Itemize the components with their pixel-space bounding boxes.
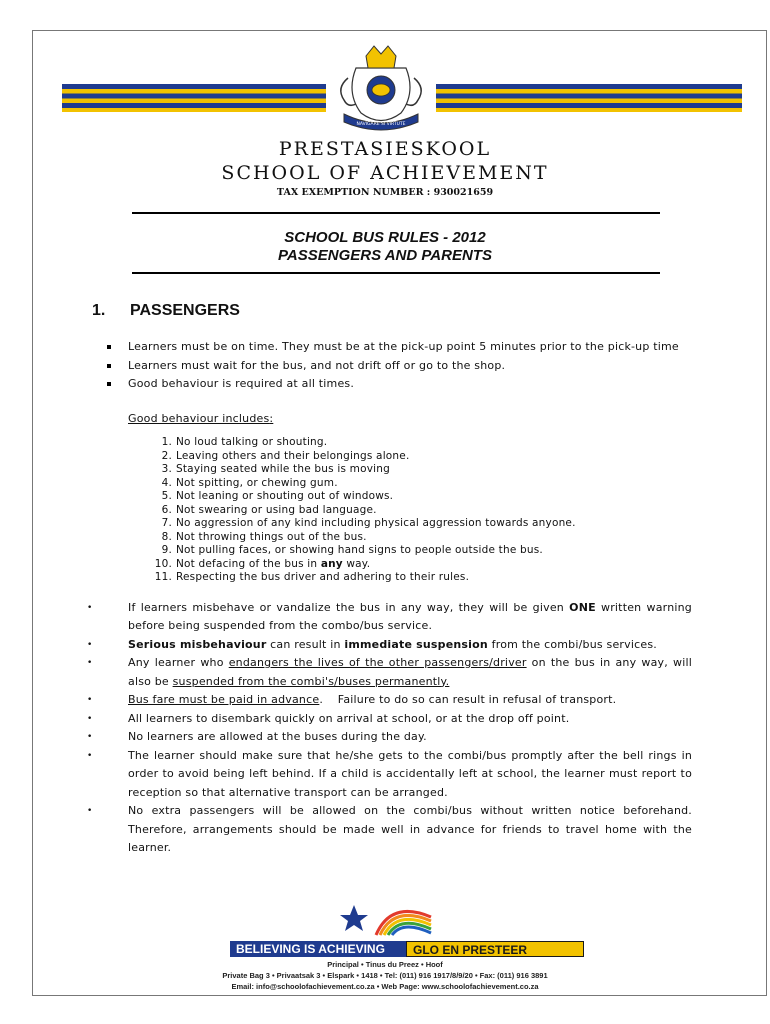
footer-contact: Email: info@schoolofachievement.co.za • Web Page: www.schoolofachievement.co.za [231, 982, 539, 991]
text: written warning before being suspended from the combo/bus service. [128, 600, 692, 632]
item-number: 9. [161, 544, 172, 556]
text: Any learner who [128, 656, 229, 669]
school-header [0, 137, 770, 198]
title-line-1: SCHOOL BUS RULES - 2012 [284, 229, 486, 246]
title-rule-bottom [132, 272, 660, 274]
list-item [92, 436, 692, 450]
item-number: 8. [161, 530, 172, 543]
item-number: 1. [161, 436, 172, 448]
item-text: way. [342, 557, 371, 570]
item-text: Leaving others and their belongings alone. [176, 449, 410, 462]
school-name-english: SCHOOL OF ACHIEVEMENT [221, 162, 549, 184]
document-title [0, 229, 770, 265]
item-text: Respecting the bus driver and adhering to their rules. [176, 571, 470, 583]
item-number: 10. [154, 557, 172, 570]
item-number: 7. [161, 517, 172, 529]
list-item [92, 531, 692, 545]
item-number: 2. [161, 449, 172, 462]
list-item [92, 490, 692, 504]
list-item: Learners must be on time. They must be at the pick-up point 5 minutes prior to the pick-up time [92, 338, 692, 357]
footer-motto-bar [230, 941, 584, 957]
text-underlined: suspended from the combi's/buses permanently. [172, 674, 450, 688]
list-item: Learners must wait for the bus, and not drift off or go to the shop. [92, 357, 692, 376]
item-text: Staying seated while the bus is moving [176, 463, 390, 475]
list-item [92, 504, 692, 518]
item-number: 11. [154, 571, 172, 583]
tax-exemption-number: TAX EXEMPTION NUMBER : 930021659 [276, 187, 494, 198]
item-number: 5. [161, 490, 172, 502]
list-item [92, 558, 692, 572]
section-title: PASSENGERS [130, 302, 240, 319]
list-item [92, 571, 692, 585]
rules-list [92, 338, 692, 394]
list-item: • All learners to disembark quickly on arrival at school, or at the drop off point. [92, 710, 692, 729]
item-text-bold: any [320, 557, 343, 570]
header-stripe-right [436, 84, 742, 112]
list-item [92, 599, 692, 636]
list-item: • No extra passengers will be allowed on the combi/bus without written notice beforehand. Therefore, arrangements should be made well in advance for friends to travel home with the learner. [92, 802, 692, 858]
text-underlined: endangers the lives of the other passengers/driver [228, 656, 527, 669]
item-text: Not swearing or using bad language. [176, 503, 377, 516]
list-item [92, 517, 692, 531]
good-behaviour-colon: : [269, 411, 274, 425]
item-number: 3. [161, 463, 172, 475]
item-number: 6. [161, 503, 172, 516]
text: can result in [266, 637, 345, 651]
item-text: Not throwing things out of the bus. [176, 530, 367, 543]
text: If learners misbehave or vandalize the bus in any way, they will be given [128, 600, 570, 614]
item-text: Not spitting, or chewing gum. [176, 476, 338, 489]
header-stripe-left [62, 84, 326, 112]
footer-address: Private Bag 3 • Privaatsak 3 • Elspark • 1418 • Tel: (011) 916 1917/8/9/20 • Fax: (011) 916 3891 [222, 971, 548, 980]
section-number: 1. [92, 302, 106, 319]
list-item: • No learners are allowed at the buses during the day. [92, 728, 692, 747]
list-item [92, 654, 692, 691]
good-behaviour-list [92, 436, 692, 585]
text-underlined: Bus fare must be paid in advance [128, 693, 320, 706]
list-item: Good behaviour is required at all times. [92, 375, 692, 394]
motto-afrikaans: GLO EN PRESTEER [406, 941, 584, 957]
school-name-afrikaans: PRESTASIESKOOL [278, 138, 492, 160]
item-number: 4. [161, 476, 172, 489]
crest-motto-text: NAVIGARE SI VIRTUTE [356, 122, 406, 127]
section-content [92, 338, 692, 858]
text-bold: immediate suspension [344, 637, 488, 651]
list-item [92, 636, 692, 655]
list-item [92, 463, 692, 477]
list-item [92, 691, 692, 710]
list-item [92, 544, 692, 558]
title-line-2: PASSENGERS AND PARENTS [278, 247, 492, 264]
text-bold: Serious misbehaviour [128, 637, 267, 651]
section-heading [92, 302, 240, 320]
footer-principal: Principal • Tinus du Preez • Hoof [327, 960, 443, 969]
footer-rainbow-logo [336, 895, 436, 939]
school-crest-logo [326, 38, 436, 138]
text: from the combi/bus services. [487, 637, 657, 651]
good-behaviour-label [128, 410, 692, 429]
item-text: Not defacing of the bus in [176, 557, 321, 570]
list-item [92, 450, 692, 464]
good-behaviour-label-text: Good behaviour includes [128, 411, 270, 425]
title-rule-top [132, 212, 660, 214]
text: . Failure to do so can result in refusal of transport. [319, 693, 617, 706]
footer-contact-block [0, 959, 770, 992]
item-text: No loud talking or shouting. [176, 436, 328, 448]
item-text: Not pulling faces, or showing hand signs to people outside the bus. [176, 544, 543, 556]
motto-english: BELIEVING IS ACHIEVING [230, 941, 406, 957]
list-item: • The learner should make sure that he/she gets to the combi/bus promptly after the bell rings in order to avoid being left behind. If a child is accidentally left at school, the learner must report to reception so that alternative transport can be arranged. [92, 747, 692, 803]
item-text: No aggression of any kind including physical aggression towards anyone. [176, 517, 576, 529]
text-bold: ONE [569, 600, 596, 614]
item-text: Not leaning or shouting out of windows. [176, 490, 394, 502]
list-item [92, 477, 692, 491]
text: on the bus in any way, will also be [128, 656, 692, 688]
consequences-list [92, 599, 692, 858]
